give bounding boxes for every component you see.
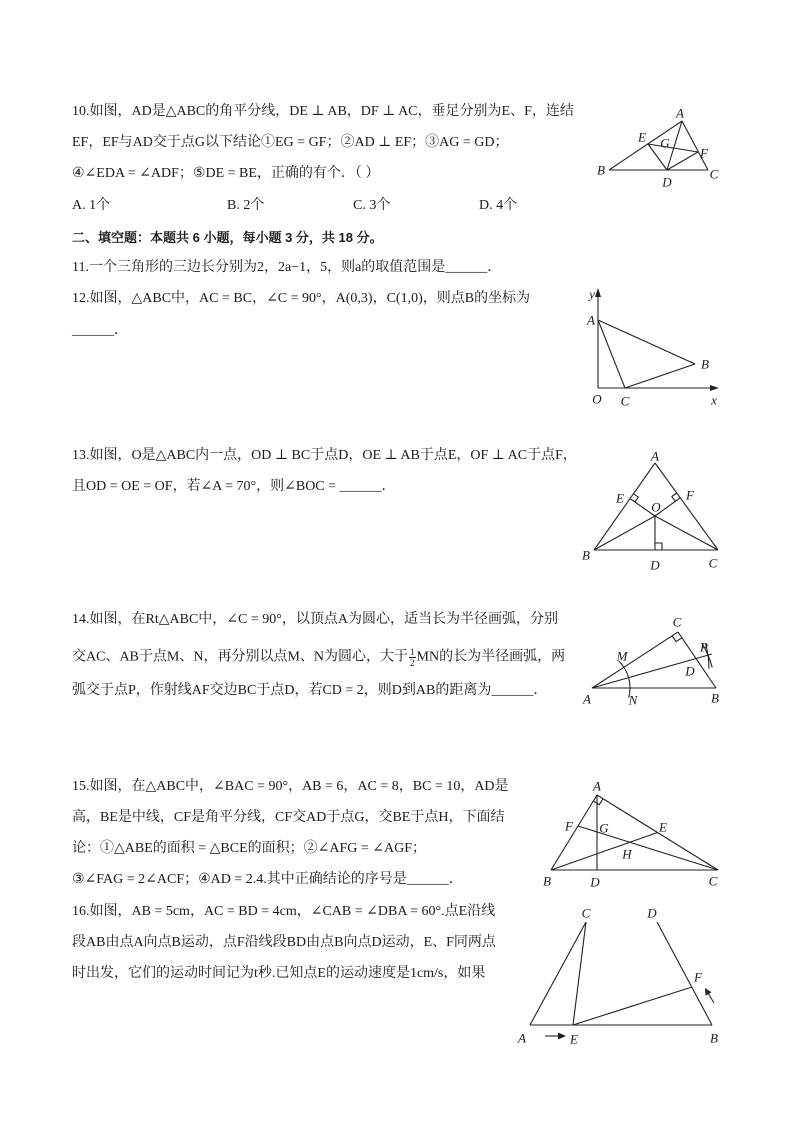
fig10-label-a: A — [676, 105, 684, 121]
fig16-segment-bd — [657, 922, 712, 1025]
fig16-arrow-f-head — [705, 988, 712, 996]
fig13-right-angle-e — [633, 494, 638, 502]
question-16-line-1: 16.如图，AB = 5cm，AC = BD = 4cm，∠CAB = ∠DBA = 60°.点E沿线 — [72, 904, 496, 919]
fig16-arrow-f-shaft — [708, 993, 714, 1003]
fig15-label-e: E — [659, 819, 667, 835]
fig13-side-ac — [655, 463, 718, 550]
fig13-segment-bo — [594, 516, 655, 550]
fig15-label-h: H — [622, 846, 632, 862]
figure-q10 — [597, 106, 719, 190]
fig16-segment-ef — [573, 987, 692, 1025]
fig15-label-d: D — [590, 874, 600, 890]
figure-q15 — [543, 779, 718, 890]
option-c: C. 3个 — [353, 198, 391, 213]
fig12-label-b: B — [701, 356, 709, 372]
fraction-denominator: 2 — [410, 658, 415, 668]
question-15-line-1: 15.如图，在△ABC中，∠BAC = 90°，AB = 6，AC = 8，BC = 10，AD是 — [72, 779, 509, 794]
fig14-label-m: M — [616, 648, 628, 664]
fig15-label-c: C — [708, 873, 718, 889]
fig12-label-o: O — [592, 391, 602, 407]
question-12-line-2: ______． — [72, 323, 128, 338]
fig12-y-axis-arrow — [595, 288, 601, 297]
question-10-line-2: EF，EF与AD交于点G以下结论①EG = GF；②AD ⊥ EF；③AG = GD； — [72, 135, 509, 150]
fig14-side-ac — [592, 632, 678, 688]
fig12-side-bc — [625, 364, 695, 388]
option-a: A. 1个 — [72, 198, 111, 213]
fig14-label-p: P — [700, 639, 708, 655]
fig15-label-a: A — [593, 778, 601, 794]
fig10-label-d: D — [662, 174, 672, 190]
fig14-label-c: C — [672, 614, 682, 630]
fig13-label-a: A — [651, 448, 659, 464]
question-10-line-3: ④∠EDA = ∠ADF；⑤DE = BE，正确的有个．（ ） — [72, 166, 380, 181]
fig16-label-c: C — [581, 905, 591, 921]
fig14-label-n: N — [628, 692, 638, 708]
question-13-line-2: 且OD = OE = OF，若∠A = 70°，则∠BOC = ______． — [72, 479, 396, 494]
fig16-segment-ce — [573, 922, 586, 1025]
fig15-label-f: F — [565, 818, 573, 834]
fig13-label-e: E — [616, 490, 624, 506]
question-15-line-2: 高，BE是中线，CF是角平分线，CF交AD于点G，交BE于点H，下面结 — [72, 810, 505, 825]
fig13-right-angle-f — [672, 493, 677, 501]
option-b: B. 2个 — [227, 198, 265, 213]
question-16-line-2: 段AB由点A向点B运动，点F沿线段BD由点B向点D运动，E、F同两点 — [72, 935, 496, 950]
fig12-label-y: y — [589, 286, 595, 302]
question-12-line-1: 12.如图，△ABC中，AC = BC，∠C = 90°，A(0,3)，C(1,0)，则点B的坐标为 — [72, 291, 531, 306]
fig14-label-b: B — [711, 690, 719, 706]
fig16-label-f: F — [694, 969, 702, 985]
fig13-segment-co — [655, 516, 718, 550]
question-15-line-3: 论：①△ABE的面积 = △BCE的面积；②∠AFG = ∠AGF； — [72, 841, 427, 856]
fig14-label-a: A — [583, 691, 591, 707]
fig10-label-f: F — [700, 145, 708, 161]
question-15-line-4: ③∠FAG = 2∠ACF；④AD = 2.4.其中正确结论的序号是______． — [72, 872, 463, 887]
fig13-label-d: D — [650, 557, 660, 573]
fig15-median-be — [551, 833, 658, 871]
fig15-side-ab — [551, 795, 597, 870]
fig13-right-angle-d — [655, 543, 662, 550]
fig13-label-b: B — [582, 547, 590, 563]
fig14-label-d: D — [685, 663, 695, 679]
fig10-label-g: G — [660, 135, 670, 151]
fig15-label-g: G — [599, 820, 609, 836]
fig12-x-axis-arrow — [710, 385, 719, 391]
figure-q13 — [582, 449, 718, 573]
fig15-label-b: B — [543, 873, 551, 889]
fig13-side-ab — [594, 463, 655, 550]
question-11-line-1: 11.一个三角形的三边长分别为2，2a−1，5，则a的取值范围是______． — [72, 260, 502, 275]
figure-q12 — [586, 287, 719, 409]
fig13-label-c: C — [708, 555, 718, 571]
option-d: D. 4个 — [479, 198, 518, 213]
fig12-label-a: A — [587, 312, 595, 328]
fig16-label-d: D — [647, 905, 657, 921]
fig16-label-e: E — [570, 1031, 578, 1047]
question-14-line-2-text-after: MN的长为半径画弧，两 — [416, 649, 566, 665]
question-13-line-1: 13.如图，O是△ABC内一点，OD ⊥ BC于点D，OE ⊥ AB于点E，OF ⊥ AC于点F， — [72, 448, 577, 463]
fig12-label-x: x — [711, 392, 717, 408]
fig16-segment-ac — [530, 922, 586, 1025]
section-heading: 二、填空题：本题共 6 小题，每小题 3 分，共 18 分。 — [72, 230, 383, 245]
figure-q14 — [582, 615, 719, 708]
question-14-line-3: 弧交于点P，作射线AF交边BC于点D，若CD = 2，则D到AB的距离为______． — [72, 683, 548, 698]
fig13-label-o: O — [651, 499, 661, 515]
fig16-arrow-e-head — [558, 1033, 566, 1040]
figure-q16 — [517, 906, 718, 1047]
fig10-label-e: E — [638, 129, 646, 145]
fig16-label-a: A — [518, 1030, 526, 1046]
question-10-line-1: 10.如图，AD是△ABC的角平分线，DE ⊥ AB，DF ⊥ AC，垂足分别为E、F，连结 — [72, 104, 574, 119]
fig10-label-b: B — [597, 162, 605, 178]
question-14-line-2-text-before: 交AC、AB于点M、N，再分别以点M、N为圆心，大于 — [72, 649, 409, 665]
fig10-side-ab — [609, 121, 682, 170]
question-14-line-1: 14.如图，在Rt△ABC中，∠C = 90°，以顶点A为圆心，适当长为半径画弧，分别 — [72, 612, 558, 627]
fig10-label-c: C — [709, 166, 719, 182]
fig12-label-c: C — [620, 393, 630, 409]
fraction-numerator: 1 — [410, 647, 415, 657]
fig16-label-b: B — [710, 1030, 718, 1046]
question-16-line-3: 时出发，它们的运动时间记为t秒.已知点E的运动速度是1cm/s，如果 — [72, 966, 486, 981]
fig14-right-angle-c — [672, 636, 682, 642]
fig13-label-f: F — [686, 487, 694, 503]
